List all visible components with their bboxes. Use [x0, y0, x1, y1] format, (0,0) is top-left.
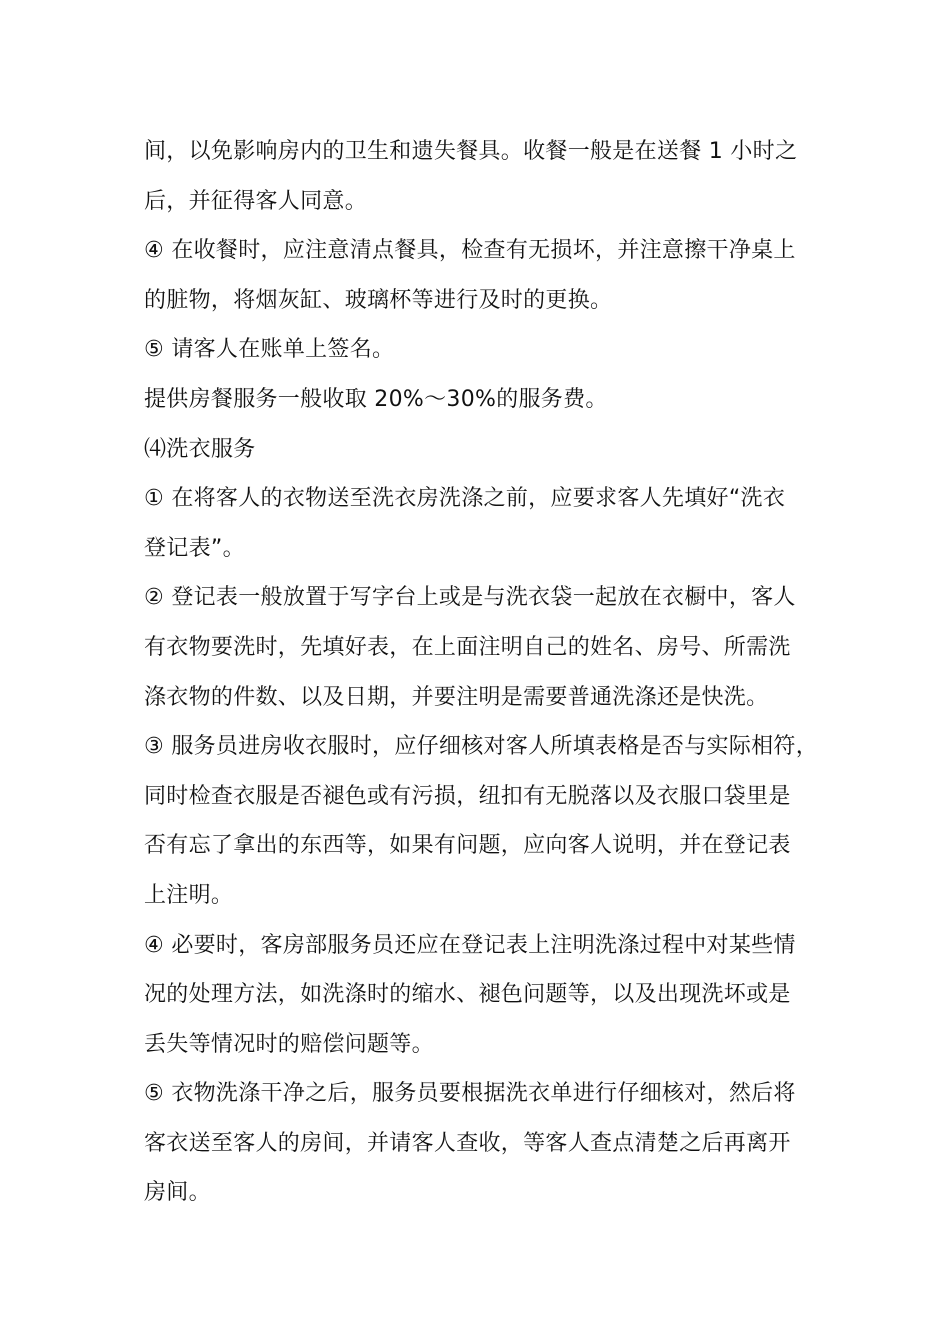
text-line: 后，并征得客人同意。 [144, 188, 368, 214]
text-line: ② 登记表一般放置于写字台上或是与洗衣袋一起放在衣橱中，客人 [144, 585, 796, 611]
section-heading: ⑷洗衣服务 [144, 436, 256, 462]
text-line: ④ 必要时，客房部服务员还应在登记表上注明洗涤过程中对某些情 [144, 932, 796, 958]
text-line: 同时检查衣服是否褪色或有污损，纽扣有无脱落以及衣服口袋里是 [144, 783, 791, 809]
document-body [144, 127, 824, 1218]
text-line: ① 在将客人的衣物送至洗衣房洗涤之前，应要求客人先填好“洗衣 [144, 486, 786, 512]
text-line: ⑤ 请客人在账单上签名。 [144, 337, 395, 363]
text-line: 否有忘了拿出的东西等，如果有问题，应向客人说明，并在登记表 [144, 833, 791, 859]
text-line: 间，以免影响房内的卫生和遗失餐具。收餐一般是在送餐 1 小时之 [144, 139, 798, 164]
text-line: ③ 服务员进房收衣服时，应仔细核对客人所填表格是否与实际相符， [144, 734, 819, 760]
text-line: 上注明。 [144, 882, 234, 908]
text-line: 登记表”。 [144, 535, 245, 561]
text-line: 丢失等情况时的赔偿问题等。 [144, 1031, 434, 1057]
text-line: 况的处理方法，如洗涤时的缩水、褪色问题等，以及出现洗坏或是 [144, 982, 791, 1008]
text-line: ⑤ 衣物洗涤干净之后，服务员要根据洗衣单进行仔细核对，然后将 [144, 1081, 796, 1107]
text-line: 涤衣物的件数、以及日期，并要注明是需要普通洗涤还是快洗。 [144, 684, 769, 710]
text-line: 有衣物要洗时，先填好表，在上面注明自己的姓名、房号、所需洗 [144, 634, 791, 660]
text-line: ④ 在收餐时，应注意清点餐具，检查有无损坏，并注意擦干净桌上 [144, 238, 796, 264]
text-line: 的脏物，将烟灰缸、玻璃杯等进行及时的更换。 [144, 287, 613, 313]
text-line: 房间。 [144, 1180, 211, 1206]
text-line: 提供房餐服务一般收取 20%～30%的服务费。 [144, 386, 608, 412]
text-line: 客衣送至客人的房间，并请客人查收，等客人查点清楚之后再离开 [144, 1130, 791, 1156]
